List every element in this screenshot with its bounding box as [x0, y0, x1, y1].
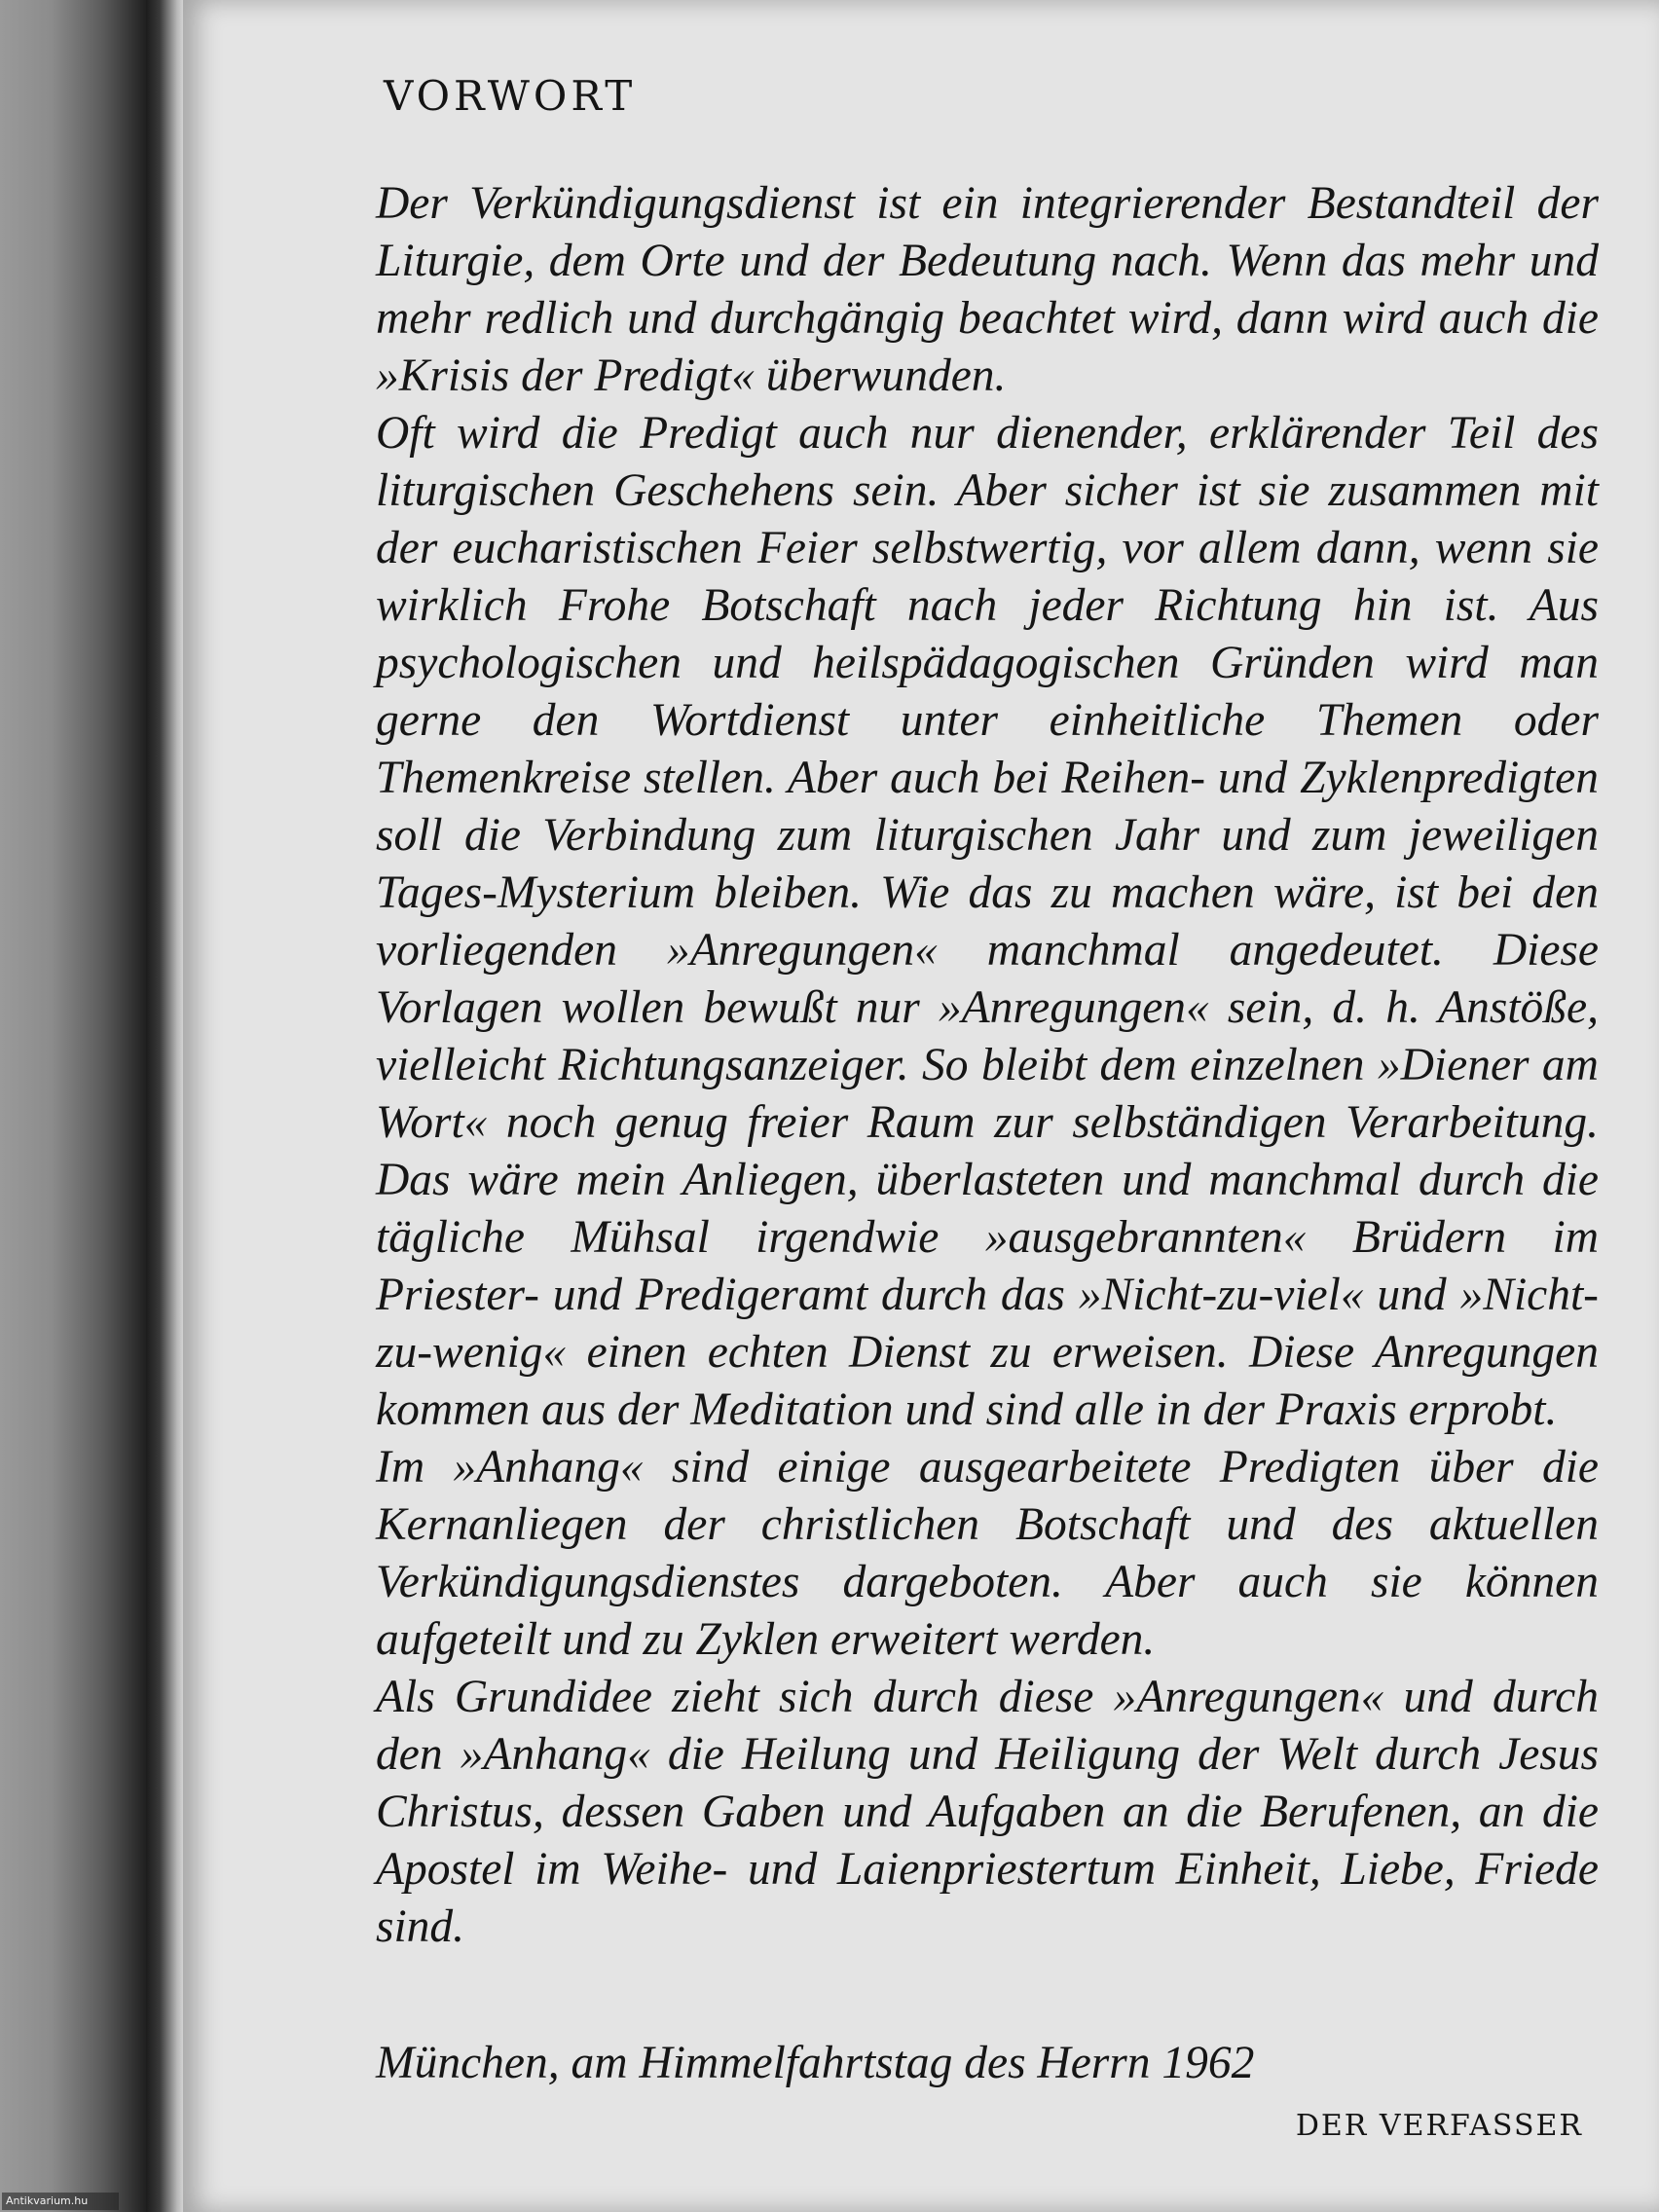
author-signature: DER VERFASSER — [1295, 2109, 1583, 2143]
closing-place-date: München, am Himmelfahrtstag des Herrn 1962 — [376, 2038, 1255, 2088]
watermark: Antikvarium.hu — [2, 2193, 119, 2210]
paragraph-2: Oft wird die Predigt auch nur dienender, erklärender Teil des liturgischen Geschehens sein. Aber sicher ist sie zusammen mit der eucharistischen Feier selbstwertig, vor allem dann, wenn sie wirklich Frohe Botschaft nach jeder Richtung hin ist. Aus psychologischen und heilspädagogischen Gründen wird man gerne den Wortdienst unter einheitliche Themen oder Themenkreise stellen. Aber auch bei Reihen- und Zyklenpredigten soll die Verbindung zum liturgischen Jahr und zum jeweiligen Tages-Mysterium bleiben. Wie das zu machen wäre, ist bei den vorliegenden »Anregungen« manchmal angedeutet. Diese Vorlagen wollen bewußt nur »Anregungen« sein, d. h. Anstöße, vielleicht Richtungsanzeiger. So bleibt dem einzelnen »Diener am Wort« noch genug freier Raum zur selbständigen Verarbeitung. Das wäre mein Anliegen, überlasteten und manchmal durch die tägliche Mühsal irgendwie »ausgebrannten« Brüdern im Priester- und Predigeramt durch das »Nicht-zu-viel« und »Nicht-zu-wenig« einen echten Dienst zu erweisen. Diese Anregungen kommen aus der Meditation und sind alle in der Praxis erprobt. — [376, 408, 1599, 1435]
paragraph-1: Der Verkündigungsdienst ist ein integrierender Bestandteil der Liturgie, dem Orte und der Bedeutung nach. Wenn das mehr und mehr redlich und durchgängig beachtet wird, dann wird auch die »Krisis der Predigt« überwunden. — [376, 178, 1599, 401]
page-title: VORWORT — [384, 72, 637, 120]
preface-body — [376, 175, 1599, 1956]
background-surface — [0, 0, 146, 2212]
page-edge-shadow — [146, 0, 185, 2212]
paragraph-4: Als Grundidee zieht sich durch diese »Anregungen« und durch den »Anhang« die Heilung und Heiligung der Welt durch Jesus Christus, dessen Gaben und Aufgaben an die Berufenen, an die Apostel im Weihe- und Laienpriestertum Einheit, Liebe, Friede sind. — [376, 1672, 1599, 1952]
paragraph-3: Im »Anhang« sind einige ausgearbeitete Predigten über die Kernanliegen der christlichen Botschaft und des aktuellen Verkündigungsdienstes dargeboten. Aber auch sie können aufgeteilt und zu Zyklen erweitert werden. — [376, 1442, 1599, 1665]
